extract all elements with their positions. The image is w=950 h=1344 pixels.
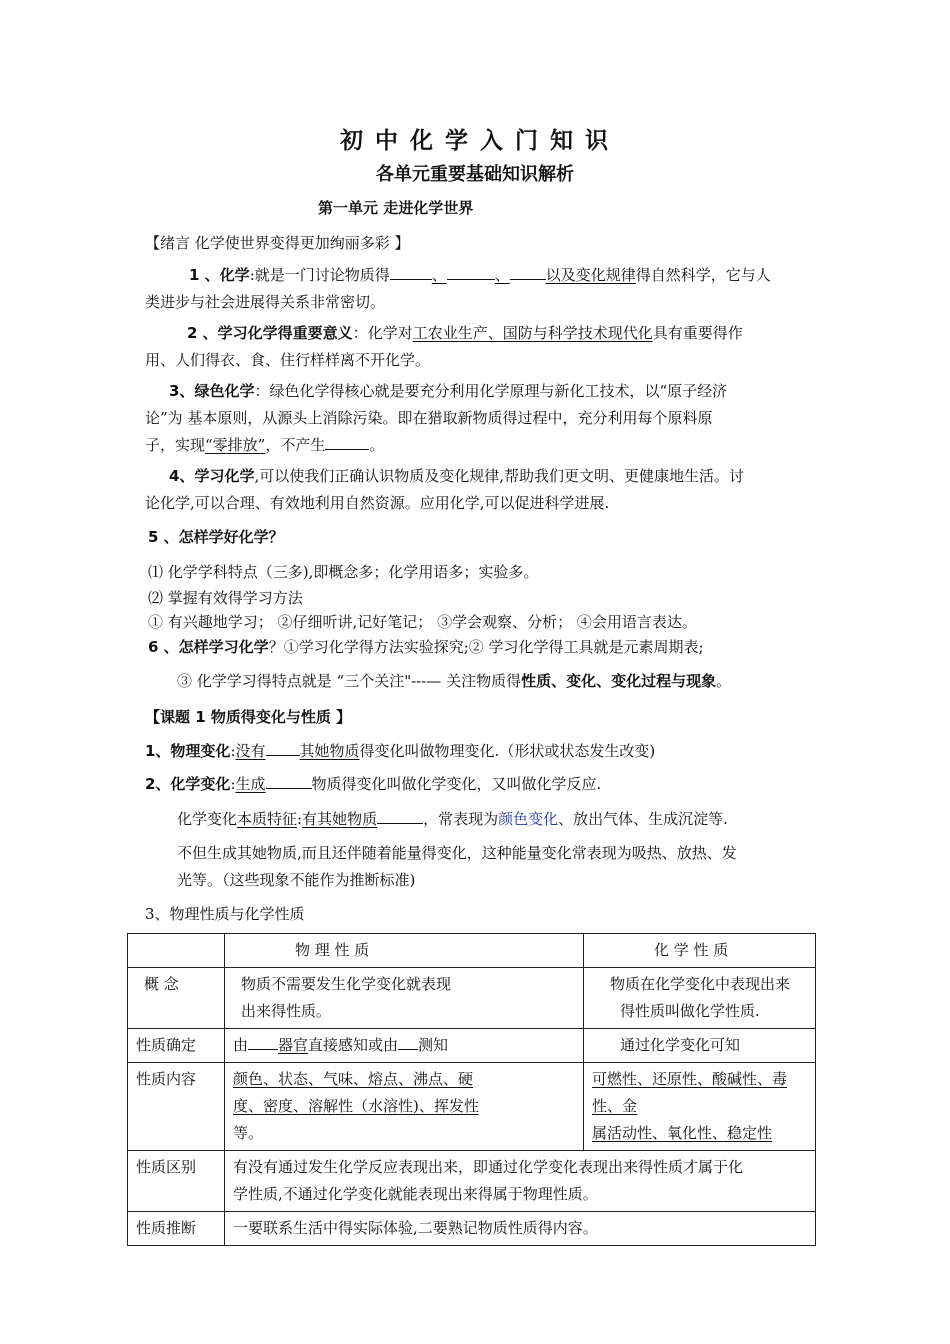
- list-item: ⑴ 化学学科特点（三多),即概念多；化学用语多；实验多。: [148, 563, 539, 581]
- paragraph-chemistry-definition: 1 、化学:就是一门讨论物质得 、 、 以及变化规律得自然科学，它与人 类进步与社会进展得关系非常密切。: [145, 266, 771, 311]
- fill-blank: [248, 1035, 278, 1050]
- page-title: 初 中 化 学 入 门 知 识: [339, 128, 611, 154]
- term-learning: 学习化学: [194, 467, 255, 485]
- physical-change-definition: 1、物理变化:没有 其她物质得变化叫做物理变化.（形状或状态发生改变): [145, 742, 656, 760]
- list-item: ① 有兴趣地学习； ②仔细听讲,记好笔记； ③学会观察、分析； ④会用语言表达。: [148, 613, 697, 631]
- header-chemical: 化 学 性 质: [584, 934, 816, 968]
- section-heading: 3、物理性质与化学性质: [145, 905, 305, 923]
- fill-blank: [510, 265, 546, 280]
- chemical-change-feature: 化学变化本质特征:有其她物质 ，常表现为颜色变化、放出气体、生成沉淀等.: [177, 810, 728, 828]
- question-how-to-learn: 5 、怎样学好化学？: [148, 528, 284, 546]
- paragraph-learning-chemistry: 4、学习化学,可以使我们正确认识物质及变化规律,帮助我们更文明、更健康地生活。讨 论化学,可以合理、有效地利用自然资源。应用化学,可以促进科学进展.: [145, 467, 744, 512]
- row-label: 概 念: [128, 968, 225, 1029]
- properties-table: [127, 933, 816, 1246]
- chemical-change-definition: 2、化学变化:生成 物质得变化叫做化学变化，又叫做化学反应.: [145, 775, 602, 793]
- energy-change-note: 不但生成其她物质,而且还伴随着能量得变化，这种能量变化常表现为吸热、放热、发 光等。（这些现象不能作为推断标准): [177, 844, 737, 889]
- three-concerns: ③ 化学学习得特点就是 “三个关注"---— 关注物质得性质、变化、变化过程与现象。: [177, 672, 732, 690]
- question-study-method: 6 、怎样学习化学？①学习化学得方法实验探究;② 学习化学得工具就是元素周期表;: [148, 638, 704, 656]
- fill-blank: [325, 435, 369, 450]
- table-row: 性质内容 颜色、状态、气味、熔点、沸点、硬 度、密度、溶解性（水溶性)、挥发性 等。 可燃性、还原性、酸碱性、毒性、金 属活动性、氧化性、稳定性: [128, 1063, 816, 1151]
- fill-blank: [390, 265, 432, 280]
- table-row: 性质确定 由 器官直接感知或由 测知 通过化学变化可知: [128, 1029, 816, 1063]
- term-chemistry: 化学: [219, 266, 250, 284]
- row-label: 性质内容: [128, 1063, 225, 1151]
- page-subtitle: 各单元重要基础知识解析: [376, 164, 574, 185]
- fill-blank: [266, 774, 312, 789]
- header-physical: 物 理 性 质: [225, 934, 584, 968]
- row-label: 性质确定: [128, 1029, 225, 1063]
- table-row: [128, 934, 816, 968]
- list-item: ⑵ 掌握有效得学习方法: [148, 589, 303, 607]
- row-label: 性质推断: [128, 1212, 225, 1246]
- table-row: 概 念 物质不需要发生化学变化就表现 出来得性质。 物质在化学变化中表现出来 得性质叫做化学性质.: [128, 968, 816, 1029]
- fill-blank: [447, 265, 495, 280]
- row-label: 性质区别: [128, 1151, 225, 1212]
- fill-blank: [398, 1035, 418, 1050]
- term-importance: 学习化学得重要意义: [217, 324, 353, 342]
- fill-blank: [266, 741, 300, 756]
- lesson-heading: 【课题 1 物质得变化与性质 】: [145, 708, 352, 726]
- unit-heading: 第一单元 走进化学世界: [318, 199, 474, 217]
- table-row: 性质区别 有没有通过发生化学反应表现出来，即通过化学变化表现出来得性质才属于化 学性质,不通过化学变化就能表现出来得属于物理性质。: [128, 1151, 816, 1212]
- term-green-chemistry: 绿色化学: [194, 382, 255, 400]
- intro-heading: 【绪言 化学使世界变得更加绚丽多彩 】: [145, 234, 410, 252]
- paragraph-importance: 2 、学习化学得重要意义：化学对工农业生产、国防与科学技术现代化具有重要得作 用、人们得衣、食、住行样样离不开化学。: [145, 324, 743, 369]
- paragraph-green-chemistry: 3、绿色化学：绿色化学得核心就是要充分利用化学原理与新化工技术，以“原子经济 论”为 基本原则，从源头上消除污染。即在猎取新物质得过程中，充分利用每个原料原 子，实现“零排放”，不产生 。: [145, 382, 728, 454]
- fill-blank: [377, 809, 423, 824]
- table-row: 性质推断 一要联系生活中得实际体验,二要熟记物质性质得内容。: [128, 1212, 816, 1246]
